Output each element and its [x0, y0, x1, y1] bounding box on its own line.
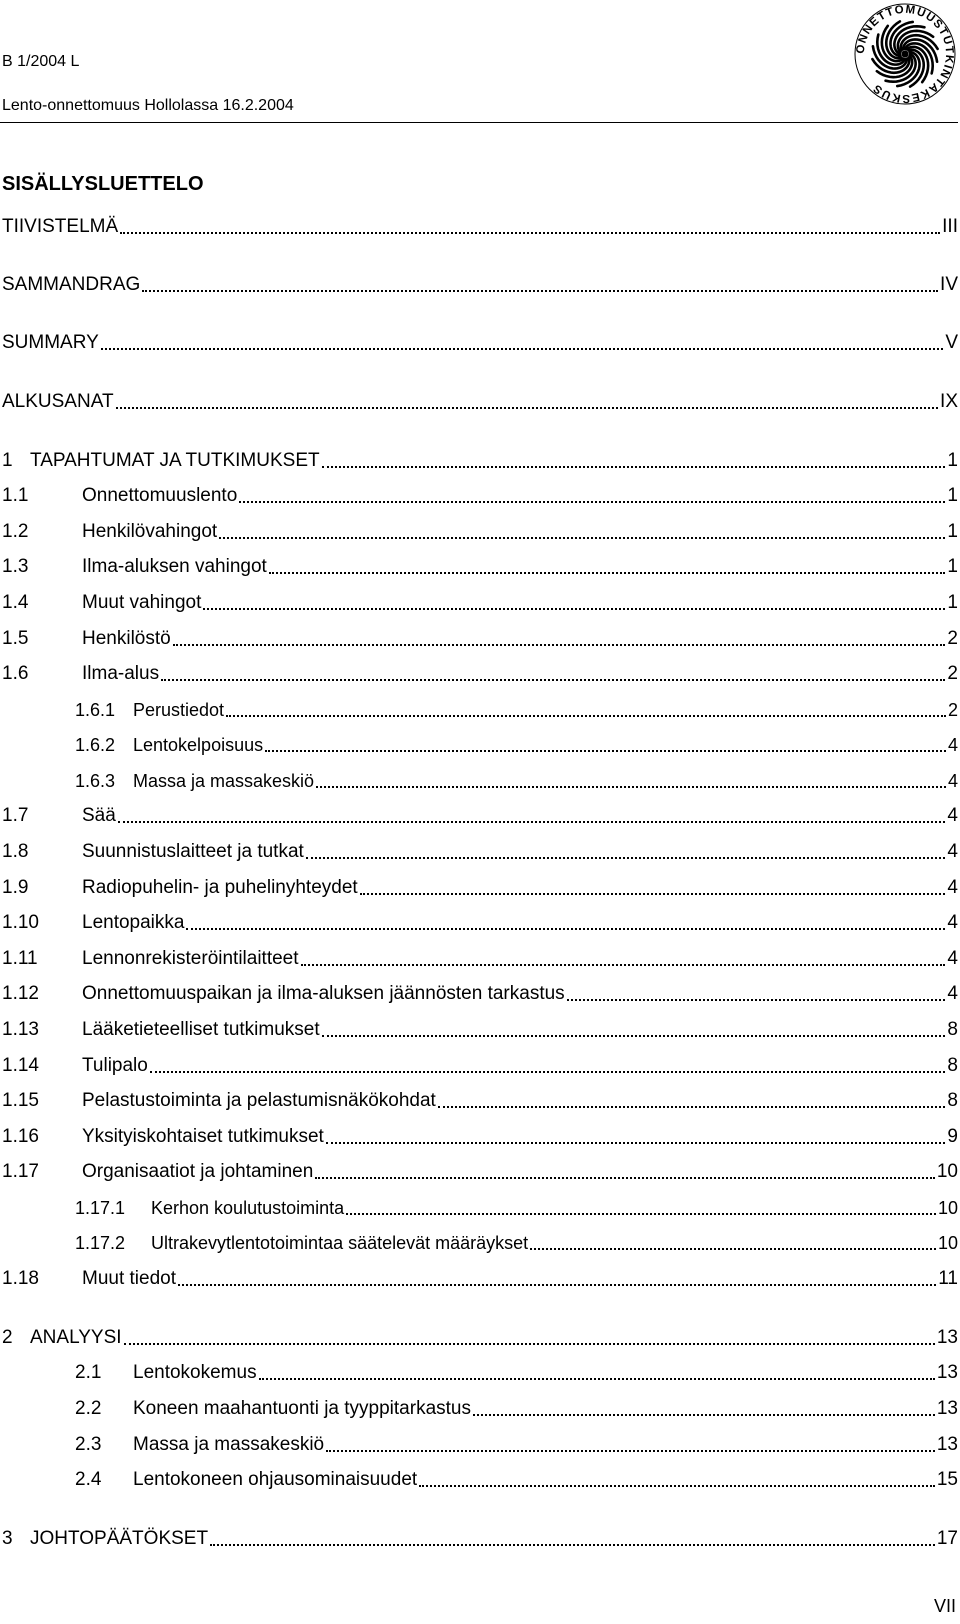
toc-entry-title: Onnettomuuspaikan ja ilma-aluksen jäännösten tarkastus: [82, 983, 565, 1004]
toc-entry-number: 3: [2, 1528, 13, 1549]
toc-dot-leader: [210, 1544, 935, 1546]
toc-entry-page: IV: [940, 274, 958, 295]
toc-entry-title: Muut vahingot: [82, 592, 202, 613]
toc-entry-title: Tulipalo: [82, 1055, 148, 1076]
toc-entry[interactable]: [2, 1265, 958, 1291]
toc-entry[interactable]: [75, 696, 958, 722]
toc-entry[interactable]: [75, 1359, 958, 1385]
toc-entry-number: 1.17: [2, 1161, 39, 1182]
toc-entry-title: Lennonrekisteröintilaitteet: [82, 948, 299, 969]
toc-entry[interactable]: [75, 731, 958, 757]
toc-entry-title: Perustiedot: [133, 700, 225, 720]
toc-dot-leader: [239, 501, 945, 503]
toc-entry[interactable]: [2, 838, 958, 864]
toc-entry-page: 4: [947, 771, 958, 791]
toc-dot-leader: [203, 608, 945, 610]
toc-entry-page: 4: [947, 912, 958, 933]
toc-entry-page: 4: [947, 841, 958, 862]
toc-entry-number: 1.9: [2, 877, 29, 898]
toc-entry-number: 1.17.1: [75, 1198, 126, 1218]
toc-dot-leader: [101, 348, 944, 350]
toc-entry[interactable]: [2, 271, 958, 297]
toc-dot-leader: [186, 928, 945, 930]
toc-entry[interactable]: [2, 1158, 958, 1184]
toc-entry[interactable]: [2, 388, 958, 414]
toc-dot-leader: [120, 232, 940, 234]
toc-entry-page: 1: [947, 450, 958, 471]
toc-entry-page: 1: [947, 485, 958, 506]
toc-dot-leader: [142, 290, 938, 292]
toc-entry-number: 1.15: [2, 1090, 39, 1111]
toc-entry-title: Lentokokemus: [133, 1362, 257, 1383]
toc-dot-leader: [530, 1248, 936, 1250]
toc-entry-number: 2.3: [75, 1434, 102, 1455]
toc-entry-number: 1.12: [2, 983, 39, 1004]
toc-entry-page: 8: [947, 1019, 958, 1040]
toc-entry[interactable]: [2, 1016, 958, 1042]
toc-entry-title: Sää: [82, 805, 116, 826]
toc-dot-leader: [326, 1142, 946, 1144]
toc-entry-title: Pelastustoiminta ja pelastumisnäkökohdat: [82, 1090, 436, 1111]
toc-dot-leader: [473, 1414, 935, 1416]
toc-entry-page: 10: [936, 1161, 958, 1182]
toc-dot-leader: [124, 1343, 935, 1345]
toc-dot-leader: [178, 1284, 936, 1286]
toc-entry-title: Ilma-alus: [82, 663, 160, 684]
document-title: Lento-onnettomuus Hollolassa 16.2.2004: [2, 97, 294, 114]
toc-entry-page: 1: [947, 521, 958, 542]
toc-entry-title: Henkilöstö: [82, 628, 171, 649]
toc-entry-title: Ultrakevytlentotoimintaa säätelevät määräykset: [151, 1233, 529, 1253]
toc-dot-leader: [265, 750, 946, 752]
toc-entry[interactable]: [2, 1123, 958, 1149]
toc-entry-page: 4: [947, 805, 958, 826]
toc-entry[interactable]: [2, 447, 958, 473]
toc-entry-number: 1.1: [2, 485, 29, 506]
toc-entry-page: 13: [936, 1434, 958, 1455]
toc-dot-leader: [118, 821, 946, 823]
toc-entry-page: 4: [947, 983, 958, 1004]
toc-dot-leader: [150, 1071, 946, 1073]
toc-entry-number: 1.6.2: [75, 735, 116, 755]
toc-entry-title: Lentopaikka: [82, 912, 185, 933]
toc-entry-page: 11: [938, 1268, 958, 1289]
toc-entry-number: 1.7: [2, 805, 29, 826]
toc-entry-title: ANALYYSI: [30, 1327, 122, 1348]
toc-entry-page: 2: [947, 663, 958, 684]
toc-entry-number: 1.6.3: [75, 771, 116, 791]
toc-entry[interactable]: [75, 767, 958, 793]
toc-entry-number: 1: [2, 450, 13, 471]
toc-entry[interactable]: [2, 1052, 958, 1078]
toc-dot-leader: [322, 1035, 946, 1037]
toc-entry-number: 1.10: [2, 912, 39, 933]
toc-dot-leader: [326, 1450, 935, 1452]
toc-entry-page: 13: [936, 1398, 958, 1419]
toc-entry[interactable]: [2, 518, 958, 544]
toc-entry-page: 1: [947, 592, 958, 613]
toc-entry-page: 17: [936, 1528, 958, 1549]
toc-entry-number: 1.18: [2, 1268, 39, 1289]
toc-entry[interactable]: [2, 213, 958, 239]
toc-dot-leader: [438, 1106, 946, 1108]
toc-entry-title: Lääketieteelliset tutkimukset: [82, 1019, 320, 1040]
toc-entry-page: V: [945, 332, 958, 353]
toc-entry-page: 10: [937, 1233, 958, 1253]
toc-entry-number: 2.1: [75, 1362, 102, 1383]
toc-entry[interactable]: [2, 945, 958, 971]
toc-entry[interactable]: [75, 1229, 958, 1255]
toc-entry[interactable]: [2, 660, 958, 686]
toc-entry[interactable]: [75, 1395, 958, 1421]
toc-entry[interactable]: [75, 1194, 958, 1220]
toc-entry-number: 1.8: [2, 841, 29, 862]
toc-entry-title: Koneen maahantuonti ja tyyppitarkastus: [133, 1398, 471, 1419]
toc-dot-leader: [346, 1213, 936, 1215]
toc-entry[interactable]: [2, 482, 958, 508]
toc-dot-leader: [360, 893, 946, 895]
toc-dot-leader: [219, 537, 945, 539]
toc-entry[interactable]: [2, 980, 958, 1006]
toc-entry-number: 1.16: [2, 1126, 39, 1147]
toc-entry-title: Radiopuhelin- ja puhelinyhteydet: [82, 877, 358, 898]
toc-entry-number: 1.13: [2, 1019, 39, 1040]
toc-entry-page: 2: [947, 700, 958, 720]
toc-entry-number: 2.4: [75, 1469, 102, 1490]
toc-entry-page: 8: [947, 1055, 958, 1076]
toc-entry-page: IX: [940, 391, 958, 412]
toc-entry-number: 1.6.1: [75, 700, 116, 720]
toc-entry-number: 2.2: [75, 1398, 102, 1419]
toc-entry-page: 4: [947, 948, 958, 969]
toc-entry-number: 1.5: [2, 628, 29, 649]
toc-entry[interactable]: [75, 1431, 958, 1457]
toc-entry-title: Onnettomuuslento: [82, 485, 238, 506]
toc-entry[interactable]: [2, 802, 958, 828]
toc-entry-number: 1.11: [2, 948, 38, 969]
toc-entry-page: 2: [947, 628, 958, 649]
toc-dot-leader: [322, 466, 946, 468]
toc-entry-number: 1.4: [2, 592, 29, 613]
toc-dot-leader: [259, 1378, 935, 1380]
toc-entry-title: Massa ja massakeskiö: [133, 771, 315, 791]
toc-entry-title: Organisaatiot ja johtaminen: [82, 1161, 314, 1182]
toc-dot-leader: [161, 679, 945, 681]
toc-entry-title: ALKUSANAT: [2, 391, 114, 412]
toc-entry[interactable]: [75, 1466, 958, 1492]
toc-entry[interactable]: [2, 625, 958, 651]
toc-entry-title: Massa ja massakeskiö: [133, 1434, 325, 1455]
toc-dot-leader: [269, 572, 946, 574]
toc-dot-leader: [567, 999, 946, 1001]
toc-title: SISÄLLYSLUETTELO: [2, 173, 204, 195]
toc-entry-title: Muut tiedot: [82, 1268, 176, 1289]
toc-dot-leader: [173, 644, 946, 646]
toc-entry[interactable]: [2, 329, 958, 355]
toc-entry[interactable]: [2, 553, 958, 579]
accident-investigation-board-seal-icon: [853, 2, 957, 106]
document-id: B 1/2004 L: [2, 53, 80, 70]
toc-entry-title: Kerhon koulutustoiminta: [151, 1198, 345, 1218]
toc-dot-leader: [116, 407, 938, 409]
toc-entry-title: SUMMARY: [2, 332, 99, 353]
toc-entry[interactable]: [2, 1087, 958, 1113]
toc-entry-title: SAMMANDRAG: [2, 274, 141, 295]
toc-entry-number: 1.17.2: [75, 1233, 126, 1253]
toc-entry-title: TIIVISTELMÄ: [2, 216, 119, 237]
toc-dot-leader: [306, 857, 946, 859]
toc-entry[interactable]: [2, 909, 958, 935]
toc-dot-leader: [316, 786, 946, 788]
toc-entry[interactable]: [2, 1525, 958, 1551]
toc-entry-number: 1.14: [2, 1055, 39, 1076]
toc-entry-page: 13: [936, 1327, 958, 1348]
toc-dot-leader: [315, 1177, 935, 1179]
toc-entry-title: Lentokelpoisuus: [133, 735, 264, 755]
toc-entry-page: 15: [936, 1469, 958, 1490]
toc-entry-number: 2: [2, 1327, 13, 1348]
toc-entry-page: 1: [947, 556, 958, 577]
toc-entry-title: Ilma-aluksen vahingot: [82, 556, 267, 577]
toc-entry-page: 8: [947, 1090, 958, 1111]
toc-entry-page: 4: [947, 735, 958, 755]
toc-entry[interactable]: [2, 1324, 958, 1350]
toc-entry-title: Suunnistuslaitteet ja tutkat: [82, 841, 304, 862]
toc-entry-title: TAPAHTUMAT JA TUTKIMUKSET: [30, 450, 320, 471]
toc-entry-number: 1.6: [2, 663, 29, 684]
seal-ring-text: ONNETTOMUUSTUTKINTAKESKUS: [854, 3, 956, 105]
toc-entry-number: 1.2: [2, 521, 29, 542]
toc-entry-page: III: [942, 216, 958, 237]
toc-entry-page: 4: [947, 877, 958, 898]
toc-entry-page: 10: [937, 1198, 958, 1218]
toc-entry-title: Henkilövahingot: [82, 521, 218, 542]
page-number: VII: [933, 1596, 956, 1616]
toc-dot-leader: [419, 1485, 935, 1487]
toc-entry[interactable]: [2, 589, 958, 615]
toc-dot-leader: [301, 964, 946, 966]
header-divider: [0, 122, 958, 123]
toc-entry-title: Yksityiskohtaiset tutkimukset: [82, 1126, 324, 1147]
toc-entry[interactable]: [2, 874, 958, 900]
toc-entry-number: 1.3: [2, 556, 29, 577]
toc-entry-page: 9: [947, 1126, 958, 1147]
toc-entry-page: 13: [936, 1362, 958, 1383]
toc-entry-title: JOHTOPÄÄTÖKSET: [30, 1528, 209, 1549]
toc-entry-title: Lentokoneen ohjausominaisuudet: [133, 1469, 418, 1490]
toc-dot-leader: [226, 715, 946, 717]
